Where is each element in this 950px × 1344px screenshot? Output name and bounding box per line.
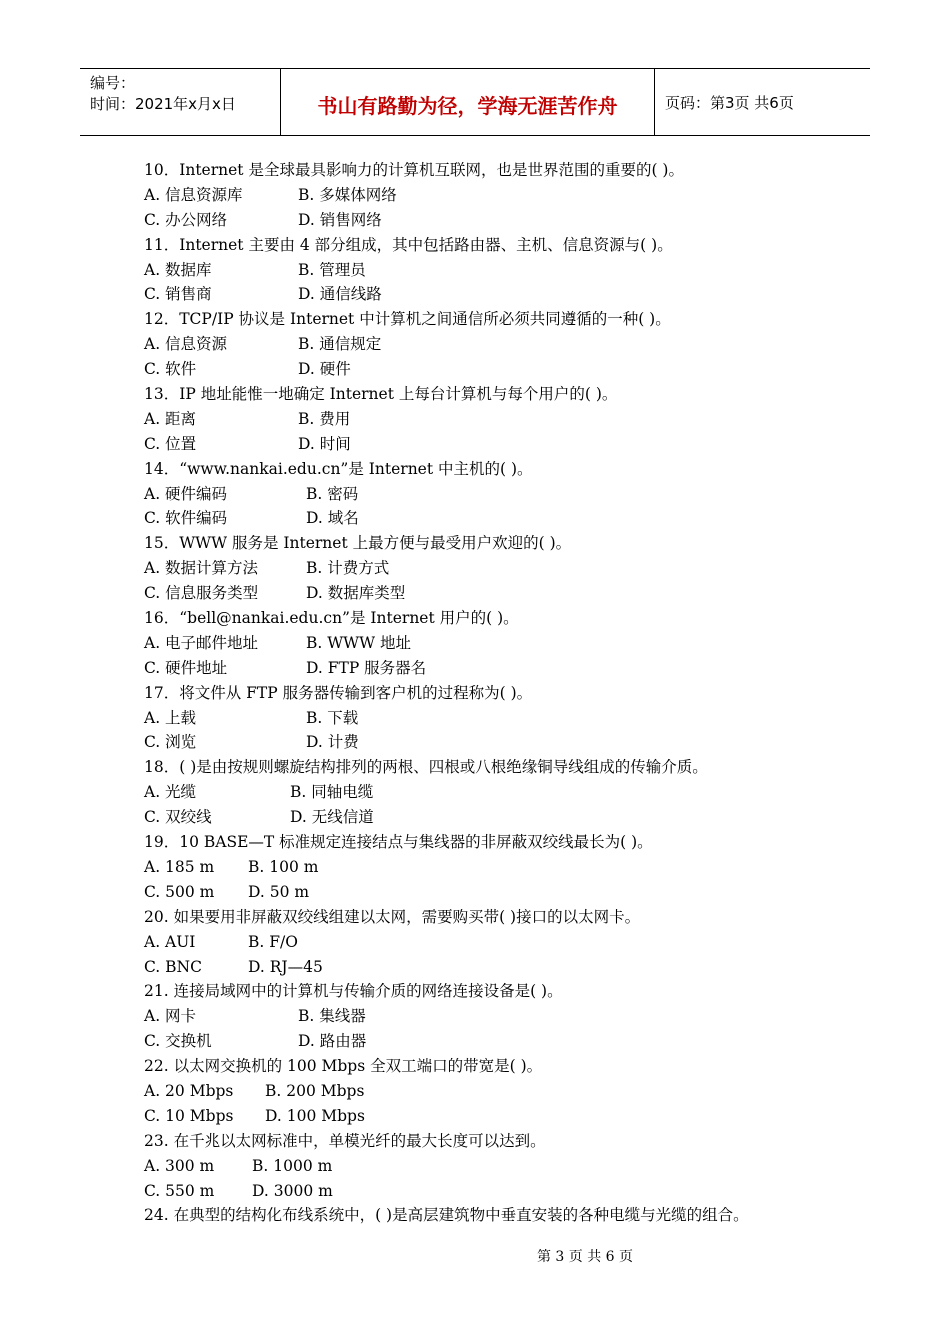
option-item: C. 浏览: [144, 733, 197, 752]
option-item: A. AUI: [144, 932, 196, 951]
question-stem: 12．TCP/IP 协议是 Internet 中计算机之间通信所必须共同遵循的一种( )。: [144, 310, 671, 329]
option-row: [144, 556, 844, 581]
option-item: A. 电子邮件地址: [144, 633, 259, 652]
option-item: B. 100 m: [248, 857, 319, 876]
option-item: D. RJ—45: [248, 957, 323, 976]
option-item: C. 10 Mbps: [144, 1106, 234, 1125]
option-row: [144, 282, 844, 307]
question-stem: 23. 在千兆以太网标准中，单模光纤的最大长度可以达到。: [144, 1131, 546, 1150]
option-row: [144, 1154, 844, 1179]
option-item: B. 管理员: [298, 260, 366, 279]
option-item: C. 办公网络: [144, 210, 228, 229]
option-row: [144, 1004, 844, 1029]
option-item: B. 集线器: [298, 1007, 366, 1026]
option-row: [144, 1179, 844, 1204]
option-row: [144, 1104, 844, 1129]
option-item: D. 100 Mbps: [265, 1106, 365, 1125]
option-item: A. 185 m: [144, 857, 215, 876]
question-stem: 11．Internet 主要由 4 部分组成，其中包括路由器、主机、信息资源与( )。: [144, 235, 673, 254]
option-item: D. 销售网络: [298, 210, 382, 229]
question-stem: 21. 连接局域网中的计算机与传输介质的网络连接设备是( )。: [144, 982, 563, 1001]
option-item: D. 硬件: [298, 360, 351, 379]
option-item: D. 3000 m: [252, 1181, 333, 1200]
option-row: [144, 656, 844, 681]
option-item: A. 20 Mbps: [144, 1081, 234, 1100]
option-item: B. 同轴电缆: [290, 783, 374, 802]
question-stem: 18．( )是由按规则螺旋结构排列的两根、四根或八根绝缘铜导线组成的传输介质。: [144, 758, 708, 777]
option-item: A. 硬件编码: [144, 484, 228, 503]
option-row: [144, 855, 844, 880]
question-stem: 17．将文件从 FTP 服务器传输到客户机的过程称为( )。: [144, 683, 533, 702]
option-row: [144, 581, 844, 606]
option-item: C. 双绞线: [144, 808, 212, 827]
question-stem: 22. 以太网交换机的 100 Mbps 全双工端口的带宽是( )。: [144, 1057, 543, 1076]
option-item: D. 域名: [306, 509, 359, 528]
option-row: [144, 407, 844, 432]
option-row: [144, 930, 844, 955]
option-row: [144, 332, 844, 357]
number-label: 编号：: [90, 74, 136, 92]
option-row: [144, 258, 844, 283]
question-stem: 13．IP 地址能惟一地确定 Internet 上每台计算机与每个用户的( )。: [144, 385, 618, 404]
option-item: C. 信息服务类型: [144, 584, 259, 603]
option-row: [144, 506, 844, 531]
question-stem: 20. 如果要用非屏蔽双绞线组建以太网，需要购买带( )接口的以太网卡。: [144, 907, 641, 926]
option-item: C. 硬件地址: [144, 658, 228, 677]
option-item: A. 距离: [144, 409, 197, 428]
option-item: B. 下载: [306, 708, 359, 727]
question-stem: 10．Internet 是全球最具影响力的计算机互联网，也是世界范围的重要的( )。: [144, 161, 684, 179]
option-item: C. 软件编码: [144, 509, 228, 528]
option-row: [144, 1029, 844, 1054]
option-item: B. WWW 地址: [306, 633, 411, 652]
option-row: [144, 706, 844, 731]
option-row: [144, 880, 844, 905]
option-item: C. 销售商: [144, 285, 212, 304]
question-list: [144, 158, 844, 1228]
page-header: [80, 68, 870, 136]
option-item: B. 密码: [306, 484, 359, 503]
option-row: [144, 805, 844, 830]
question-stem: 14．“www.nankai.edu.cn”是 Internet 中主机的( )。: [144, 459, 533, 478]
option-item: A. 300 m: [144, 1156, 215, 1175]
option-item: D. 路由器: [298, 1032, 367, 1051]
option-item: D. 时间: [298, 434, 351, 453]
question-stem: 15．WWW 服务是 Internet 上最方便与最受用户欢迎的( )。: [144, 534, 572, 553]
option-item: D. 无线信道: [290, 808, 374, 827]
option-item: A. 信息资源: [144, 335, 228, 354]
option-row: [144, 730, 844, 755]
option-item: D. 数据库类型: [306, 584, 406, 603]
option-row: [144, 1079, 844, 1104]
option-row: [144, 955, 844, 980]
option-item: B. F/O: [248, 932, 298, 951]
option-item: D. 计费: [306, 733, 359, 752]
time-label: 时间：2021年x月x日: [90, 95, 236, 113]
option-item: C. 软件: [144, 360, 197, 379]
option-item: D. FTP 服务器名: [306, 658, 427, 677]
option-row: [144, 482, 844, 507]
question-stem: 16．“bell@nankai.edu.cn”是 Internet 用户的( )。: [144, 609, 519, 628]
option-item: A. 信息资源库: [144, 185, 243, 204]
option-item: B. 通信规定: [298, 335, 382, 354]
option-item: C. 550 m: [144, 1181, 215, 1200]
option-item: B. 多媒体网络: [298, 185, 397, 204]
option-item: B. 200 Mbps: [265, 1081, 365, 1100]
page-footer: 第 3 页 共 6 页: [536, 1249, 634, 1265]
option-row: [144, 208, 844, 233]
question-stem: 19．10 BASE—T 标准规定连接结点与集线器的非屏蔽双绞线最长为( )。: [144, 833, 653, 852]
option-item: C. 500 m: [144, 882, 215, 901]
header-page-label: 页码：第3页 共6页: [665, 93, 794, 112]
option-item: B. 计费方式: [306, 559, 390, 578]
option-item: B. 1000 m: [252, 1156, 333, 1175]
option-item: D. 通信线路: [298, 285, 382, 304]
question-stem: 24. 在典型的结构化布线系统中，( )是高层建筑物中垂直安装的各种电缆与光缆的组合。: [144, 1206, 749, 1225]
option-item: A. 网卡: [144, 1007, 197, 1026]
option-row: [144, 631, 844, 656]
option-item: C. 交换机: [144, 1032, 212, 1051]
option-item: A. 数据计算方法: [144, 559, 259, 578]
option-row: [144, 357, 844, 382]
option-item: C. BNC: [144, 957, 202, 976]
header-meta: [80, 69, 281, 135]
option-row: [144, 183, 844, 208]
option-item: D. 50 m: [248, 882, 310, 901]
option-item: A. 光缆: [144, 783, 197, 802]
option-row: [144, 780, 844, 805]
option-item: A. 数据库: [144, 260, 212, 279]
header-motto: 书山有路勤为径，学海无涯苦作舟: [281, 69, 655, 135]
option-item: A. 上载: [144, 708, 197, 727]
option-row: [144, 432, 844, 457]
option-item: C. 位置: [144, 434, 197, 453]
option-item: B. 费用: [298, 409, 351, 428]
